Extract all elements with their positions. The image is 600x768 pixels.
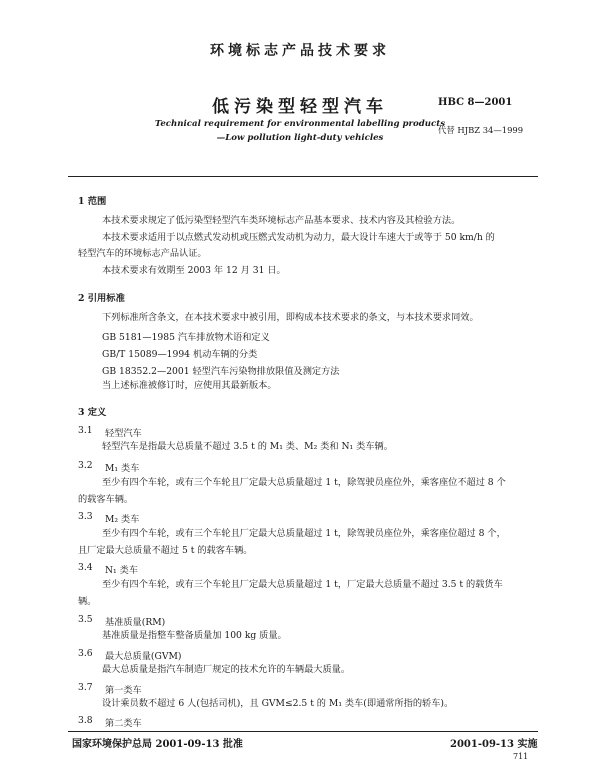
implementation-date: 2001-09-13 实施 bbox=[450, 739, 538, 750]
definition-text: 至少有四个车轮，或有三个车轮且厂定最大总质量超过 1 t，除驾驶员座位外，乘客座位超过 8 个， bbox=[102, 528, 506, 539]
definition-number: 3.7 bbox=[78, 682, 93, 693]
definition-term: 最大总质量(GVM) bbox=[105, 651, 182, 662]
reference-standard: GB 5181—1985 汽车排放物术语和定义 bbox=[102, 332, 270, 343]
standard-code: HBC 8—2001 bbox=[438, 97, 513, 108]
section-1-heading: 1 范围 bbox=[78, 196, 107, 207]
footer-divider bbox=[68, 731, 538, 732]
section-1-paragraph-3: 本技术要求有效期至 2003 年 12 月 31 日。 bbox=[102, 265, 286, 276]
section-2-heading: 2 引用标准 bbox=[78, 293, 125, 304]
definition-text: 至少有四个车轮，或有三个车轮且厂定最大总质量超过 1 t，除驾驶员座位外，乘客座位不超过 8 个 bbox=[102, 477, 506, 488]
definition-term: 第一类车 bbox=[105, 685, 142, 696]
reference-standard: GB 18352.2—2001 轻型汽车污染物排放限值及测定方法 bbox=[102, 366, 340, 377]
definition-text: 最大总质量是指汽车制造厂规定的技术允许的车辆最大质量。 bbox=[102, 664, 351, 675]
header-divider bbox=[68, 176, 538, 177]
section-2-intro: 下列标准所含条文，在本技术要求中被引用，即构成本技术要求的条文，与本技术要求同效。 bbox=[102, 312, 479, 323]
definition-number: 3.1 bbox=[78, 425, 93, 436]
document-title: 低污染型轻型汽车 bbox=[212, 97, 388, 117]
definition-term: 基准质量(RM) bbox=[105, 617, 166, 628]
section-1-paragraph-2b: 轻型汽车的环境标志产品认证。 bbox=[78, 248, 207, 259]
section-1-paragraph-1: 本技术要求规定了低污染型轻型汽车类环境标志产品基本要求、技术内容及其检验方法。 bbox=[102, 215, 461, 226]
definition-text: 的载客车辆。 bbox=[78, 494, 134, 505]
definition-text: 辆。 bbox=[78, 596, 97, 607]
definition-term: 轻型汽车 bbox=[105, 428, 142, 439]
definition-term: N₁ 类车 bbox=[105, 565, 139, 576]
definition-text: 至少有四个车轮，或有三个车轮且厂定最大总质量超过 1 t，厂定最大总质量不超过 3.5 t 的载货车 bbox=[102, 579, 503, 590]
section-1-paragraph-2a: 本技术要求适用于以点燃式发动机或压燃式发动机为动力，最大设计车速大于或等于 50 km/h 的 bbox=[102, 232, 495, 243]
definition-number: 3.6 bbox=[78, 648, 93, 659]
definition-number: 3.2 bbox=[78, 460, 93, 471]
definition-text: 设计乘员数不超过 6 人(包括司机)，且 GVM≤2.5 t 的 M₁ 类车(即通常所指的轿车)。 bbox=[102, 698, 454, 709]
section-2-note: 当上述标准被修订时，应使用其最新版本。 bbox=[102, 380, 277, 391]
definition-text: 基准质量是指整车整备质量加 100 kg 质量。 bbox=[102, 630, 287, 641]
page-number: 711 bbox=[513, 752, 529, 761]
definition-term: 第二类车 bbox=[105, 718, 142, 729]
definition-number: 3.5 bbox=[78, 614, 93, 625]
definition-number: 3.4 bbox=[78, 562, 93, 573]
definition-text: 且厂定最大总质量不超过 5 t 的载客车辆。 bbox=[78, 545, 253, 556]
reference-standard: GB/T 15089—1994 机动车辆的分类 bbox=[102, 349, 258, 360]
definition-text: 轻型汽车是指最大总质量不超过 3.5 t 的 M₁ 类、M₂ 类和 N₁ 类车辆。 bbox=[102, 441, 393, 452]
approval-info: 国家环境保护总局 2001-09-13 批准 bbox=[72, 739, 243, 750]
definition-term: M₁ 类车 bbox=[105, 463, 140, 474]
replaces-standard: 代替 HJBZ 34—1999 bbox=[438, 125, 524, 135]
definition-number: 3.3 bbox=[78, 511, 93, 522]
definition-number: 3.8 bbox=[78, 715, 93, 726]
standard-series: 环境标志产品技术要求 bbox=[210, 43, 390, 59]
english-title-line-2: —Low pollution light-duty vehicles bbox=[216, 133, 384, 143]
section-3-heading: 3 定义 bbox=[78, 407, 107, 418]
definition-term: M₂ 类车 bbox=[105, 514, 140, 525]
english-title-line-1: Technical requirement for environmental labelling products bbox=[154, 119, 446, 129]
